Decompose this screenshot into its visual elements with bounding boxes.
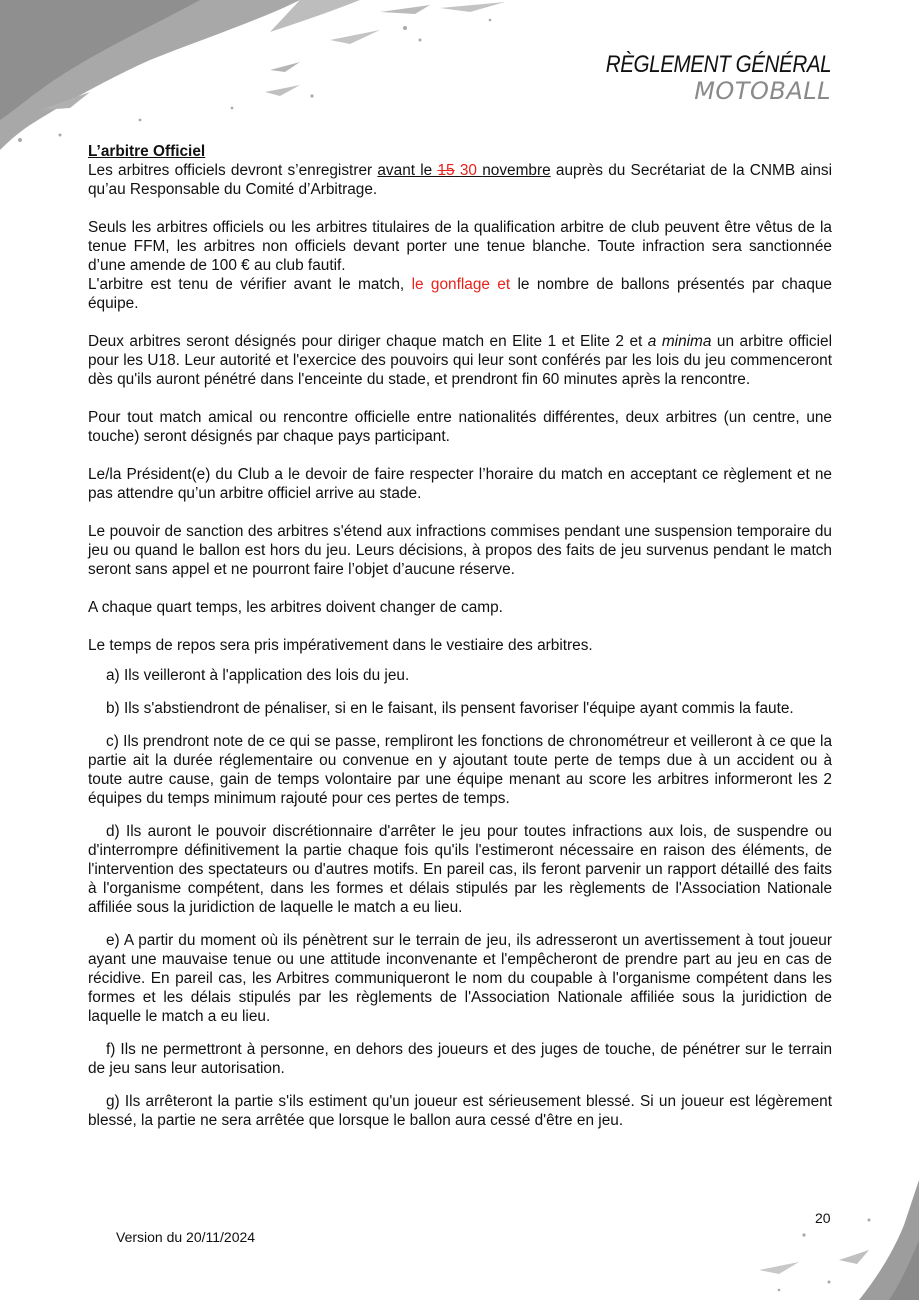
- p1-before: Les arbitres officiels devront s’enregistrer: [88, 162, 378, 179]
- paragraph-international: Pour tout match amical ou rencontre officielle entre nationalités différentes, deux arbitres (un centre, une touche) seront désignés par chaque pays participant.: [88, 409, 832, 445]
- paragraph-quarter-time: A chaque quart temps, les arbitres doivent changer de camp.: [88, 599, 503, 616]
- top-left-brush-decoration: [0, 0, 520, 160]
- struck-date: 15: [437, 162, 455, 179]
- p3-before: L'arbitre est tenu de vérifier avant le match,: [88, 276, 412, 293]
- paragraph-president: Le/la Président(e) du Club a le devoir de faire respecter l’horaire du match en acceptant ce règlement et ne pas attendre qu’un arbitre officiel arrive au stade.: [88, 466, 832, 502]
- section-title: L’arbitre Officiel: [88, 143, 206, 160]
- paragraph-uniform: Seuls les arbitres officiels ou les arbitres titulaires de la qualification arbitre de club peuvent être vêtus de la tenue FFM, les arbitres non officiels devant porter une tenue blanche. Toute infraction sera sanctionnée d’une amende de 100 € au club fautif.: [88, 219, 832, 274]
- paragraph-two-referees: [88, 332, 832, 389]
- list-item-b: b) Ils s'abstiendront de pénaliser, si en le faisant, ils pensent favoriser l'équipe ayant commis la faute.: [106, 700, 794, 717]
- document-header: [569, 52, 831, 104]
- p1-underlined-start: [377, 162, 550, 179]
- paragraph-sanction: Le pouvoir de sanction des arbitres s'étend aux infractions commises pendant une suspension temporaire du jeu ou quand le ballon est hors du jeu. Leurs décisions, à propos des faits de jeu survenus pendant le match seront sans appel et ne pourront faire l’objet d’aucune réserve.: [88, 523, 832, 578]
- paragraph-registration: [88, 161, 832, 199]
- list-item-d: d) Ils auront le pouvoir discrétionnaire d'arrêter le jeu pour toutes infractions aux lois, de suspendre ou d'interrompre définitivement la partie chaque fois qu'ils l'estimeront nécessaire en raison des éléments, de l'intervention des spectateurs ou d'autres motifs. En pareil cas, ils feront parvenir un rapport détaillé des faits à l'organisme compétent, dans les formes et délais stipulés par les règlements de l'Association Nationale affiliée sous la juridiction de laquelle le match a eu lieu.: [88, 823, 832, 916]
- p1-after: auprès du Secrétariat de la CNMB ainsi qu’au Responsable du Comité d’Arbitrage.: [88, 162, 832, 198]
- header-title: RÈGLEMENT GÉNÉRAL: [605, 51, 831, 78]
- list-item-a: a) Ils veilleront à l'application des lois du jeu.: [106, 667, 410, 684]
- list-item-f: f) Ils ne permettront à personne, en dehors des joueurs et des juges de touche, de pénétrer sur le terrain de jeu sans leur autorisation.: [88, 1041, 832, 1077]
- paragraph-balls-check: [88, 275, 832, 313]
- list-item-g: g) Ils arrêteront la partie s'ils estiment qu'un joueur est sérieusement blessé. Si un joueur est légèrement blessé, la partie ne sera arrêtée que lorsque le ballon aura cessé d'être en jeu.: [88, 1093, 832, 1129]
- bottom-right-brush-decoration: [719, 1180, 919, 1300]
- paragraph-rest-time: Le temps de repos sera pris impérativement dans le vestiaire des arbitres.: [88, 637, 593, 654]
- p4-before: Deux arbitres seront désignés pour diriger chaque match en Elite 1 et Elite 2 et: [88, 333, 648, 350]
- p4-after: un arbitre officiel pour les U18. Leur autorité et l'exercice des pouvoirs qui leur sont conférés par les lois du jeu commenceront dès qu'ils auront pénétré dans l'enceinte du stade, et prendront fin 60 minutes après la rencontre.: [88, 333, 833, 388]
- new-date: 30: [459, 162, 483, 179]
- page-number: 20: [815, 1210, 831, 1226]
- header-subtitle: MOTOBALL: [694, 77, 831, 105]
- list-item-c: c) Ils prendront note de ce qui se passe, rempliront les fonctions de chronométreur et veilleront à ce que la partie ait la durée réglementaire ou convenue en y ajoutant toute perte de temps due à un accident ou à toute autre cause, gain de temps volontaire par une équipe menant au score les arbitres informeront les 2 équipes du temps minimum rajouté pour ces pertes de temps.: [88, 733, 832, 807]
- list-item-e: e) A partir du moment où ils pénètrent sur le terrain de jeu, ils adresseront un avertissement à tout joueur ayant une mauvaise tenue ou une attitude inconvenante et l'empêcheront de prendre part au jeu en cas de récidive. En pareil cas, les Arbitres communiqueront le nom du coupable à l'organisme compétent dans les formes et les délais stipulés par les règlements de l'Association Nationale affiliée sous la juridiction de laquelle le match a eu lieu.: [88, 932, 832, 1025]
- p1-u2: novembre: [482, 162, 551, 179]
- p4-italic: a minima: [647, 333, 712, 350]
- p3-after: le nombre de ballons présentés par chaque équipe.: [88, 276, 832, 312]
- version-footer: Version du 20/11/2024: [116, 1229, 256, 1245]
- p1-u1: avant le: [377, 162, 438, 179]
- p3-red-insert: le gonflage et: [411, 276, 511, 293]
- document-body: [88, 142, 832, 1130]
